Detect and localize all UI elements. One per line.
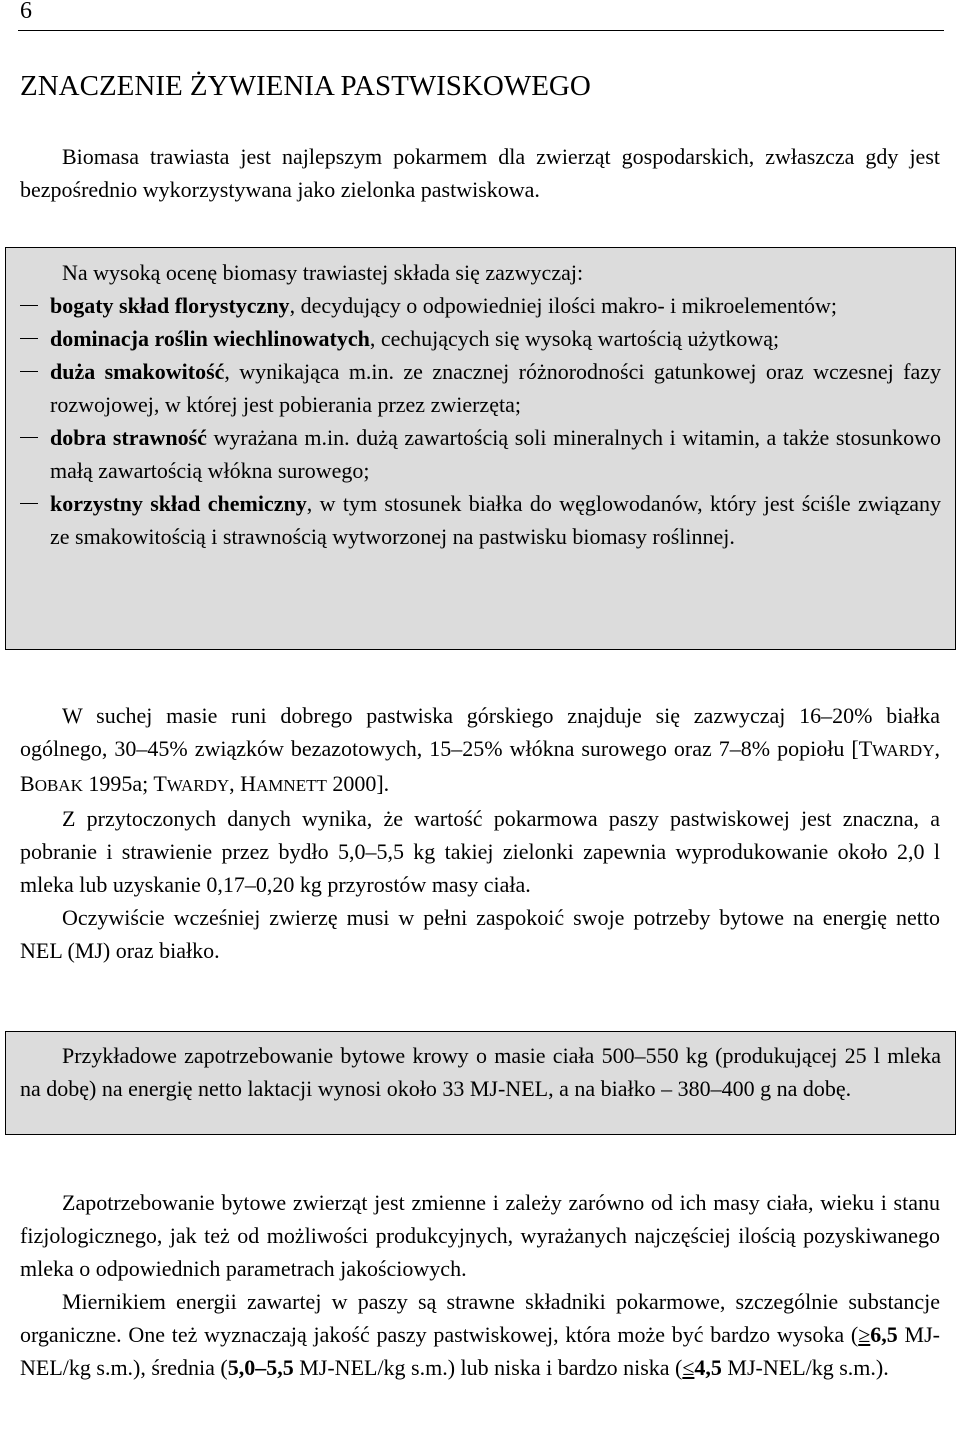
- criterion-term: duża smakowitość: [50, 359, 225, 384]
- citation-author: T: [858, 736, 873, 761]
- citation-author: H: [240, 771, 257, 796]
- intro-paragraph: Biomasa trawiasta jest najlepszym pokarmem dla zwierząt gospodarskich, zwłaszcza gdy jest bezpośrednio wykorzystywana jako zielonka pastwiskowa.: [20, 144, 940, 202]
- criterion-text: , wynikająca m.in. ze znacznej różnorodności gatunkowej oraz wczesnej fazy rozwojowej, w której jest pobierania przez zwierzęta;: [50, 359, 941, 417]
- section-title: ZNACZENIE ŻYWIENIA PASTWISKOWEGO: [20, 70, 591, 102]
- energy-text: MJ-NEL/kg s.m.), średnia (: [20, 1322, 941, 1380]
- high-quality-value: 6,5: [870, 1322, 898, 1347]
- body-block-requirements: [20, 1186, 940, 1384]
- variable-needs-paragraph: Zapotrzebowanie bytowe zwierząt jest zmienne i zależy zarówno od ich masy ciała, wieku i stanu fizjologicznego, jak też od możliwości produkcyjnych, wyrażanych najczęściej ilością pozyskiwanego mleka o odpowiednich parametrach jakościowych.: [20, 1190, 940, 1281]
- list-item: [20, 322, 941, 355]
- citation-author-rest: OBAK: [34, 776, 83, 795]
- energy-text: MJ-NEL/kg s.m.) lub niska i bardzo niska (: [293, 1355, 683, 1380]
- citation-author-rest: WARDY: [872, 741, 935, 760]
- quality-criteria-box: [5, 247, 956, 650]
- example-requirement-box: [5, 1031, 956, 1135]
- citation-separator: ,: [229, 771, 241, 796]
- body-block-composition: [20, 699, 940, 967]
- value-paragraph: Z przytoczonych danych wynika, że wartość pokarmowa paszy pastwiskowej jest znaczna, a pobranie i strawienie przez bydło 5,0–5,5 kg takiej zielonki zapewnia wyprodukowanie około 2,0 l mleka lub uzyskanie 0,17–0,20 kg przyrostów masy ciała.: [20, 806, 940, 897]
- criterion-term: dominacja roślin wiechlinowatych: [50, 326, 370, 351]
- criterion-term: korzystny skład chemiczny: [50, 491, 307, 516]
- criterion-term: bogaty skład florystyczny: [50, 293, 290, 318]
- citation-author: B: [20, 771, 35, 796]
- criterion-text: , decydujący o odpowiedniej ilości makro- i mikroelementów;: [289, 293, 837, 318]
- less-equal-symbol: ≤: [682, 1355, 695, 1380]
- list-item: [20, 289, 941, 322]
- citation-author-rest: AMNETT: [256, 776, 327, 795]
- list-item: [20, 421, 941, 487]
- example-requirement-text: Przykładowe zapotrzebowanie bytowe krowy o masie ciała 500–550 kg (produkującej 25 l mleka na dobę) na energię netto laktacji wynosi około 33 MJ-NEL, a na białko – 380–400 g na dobę.: [20, 1043, 941, 1101]
- citation-year: 2000].: [326, 771, 390, 796]
- citation-year: 1995a;: [82, 771, 154, 796]
- criterion-text: , w tym stosunek białka do węglowodanów, który jest ściśle związany ze smakowitością i strawnością wytworzonej na pastwisku biomasy roślinnej.: [50, 491, 942, 549]
- page-number: 6: [20, 0, 32, 24]
- low-quality-value: 4,5: [694, 1355, 722, 1380]
- energy-text: MJ-NEL/kg s.m.).: [721, 1355, 889, 1380]
- page-header: [18, 0, 944, 31]
- criterion-term: dobra strawność: [50, 425, 207, 450]
- criteria-lead: Na wysoką ocenę biomasy trawiastej składa się zazwyczaj:: [62, 260, 584, 285]
- greater-equal-symbol: ≥: [858, 1322, 871, 1347]
- list-item: [20, 355, 941, 421]
- list-item: [20, 487, 941, 553]
- criteria-list: [20, 289, 941, 553]
- composition-text: W suchej masie runi dobrego pastwiska górskiego znajduje się zazwyczaj 16–20% białka ogólnego, 30–45% związków bezazotowych, 15–25% włókna surowego oraz 7–8% popiołu [: [20, 703, 940, 761]
- criterion-text: , cechujących się wysoką wartością użytkową;: [369, 326, 780, 351]
- composition-paragraph: [20, 699, 940, 802]
- criterion-text: wyrażana m.in. dużą zawartością soli mineralnych i witamin, a także stosunkowo małą zawartością włókna surowego;: [50, 425, 941, 483]
- citation-separator: ,: [934, 736, 940, 761]
- energy-paragraph: [20, 1285, 940, 1384]
- energy-text: Miernikiem energii zawartej w paszy są strawne składniki pokarmowe, szczególnie substancje organiczne. One też wyznaczają jakość paszy pastwiskowej, która może być bardzo wysoka (: [20, 1289, 940, 1347]
- citation-author-rest: WARDY: [166, 776, 230, 795]
- needs-paragraph: Oczywiście wcześniej zwierzę musi w pełni zaspokoić swoje potrzeby bytowe na energię netto NEL (MJ) oraz białko.: [20, 905, 940, 963]
- citation-author: T: [153, 771, 167, 796]
- medium-quality-value: 5,0–5,5: [227, 1355, 294, 1380]
